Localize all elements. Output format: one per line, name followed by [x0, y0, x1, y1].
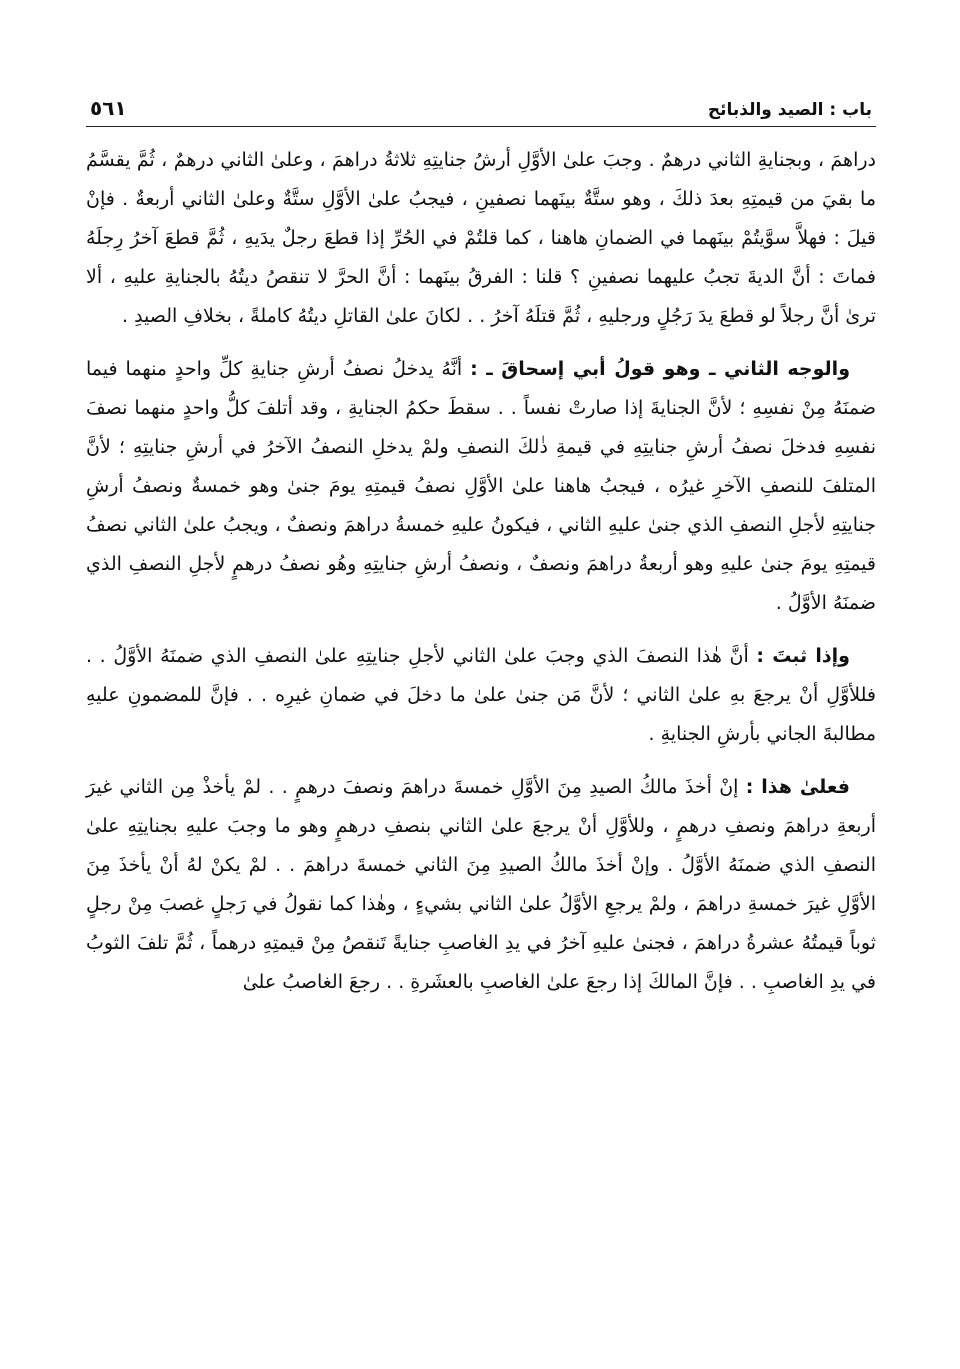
- paragraph-4-lead: فعلىٰ هذا :: [745, 776, 850, 798]
- paragraph-4: [86, 768, 876, 1002]
- paragraph-2-lead: والوجه الثاني ـ وهو قولُ أبي إسحاقَ ـ :: [470, 358, 850, 380]
- paragraph-2-text: أنَّهُ يدخلُ نصفُ أرشِ جنايةِ كلِّ واحدٍ منهما فيما ضمنَهُ مِنْ نفسِهِ ؛ لأنَّ الجنايةَ إذا صارتْ نفساً . . سقطَ حكمُ الجنايةِ ، وقد أتلفَ كلُّ واحدٍ منهما نصفَ نفسِهِ فدخلَ نصفُ أرشِ جنايتِهِ في قيمةِ ذٰلكَ النصفِ ولمْ يدخلِ النصفُ الآخرُ في أرشِ جنايتِهِ ؛ لأنَّ المتلفَ للنصفِ الآخرِ غيرُه ، فيجبُ هاهنا علىٰ الأوَّلِ نصفُ قيمتِهِ يومَ جنىٰ وهو خمسةٌ ونصفُ أرشِ جنايتِهِ لأجلِ النصفِ الذي جنىٰ عليهِ الثاني ، فيكونُ عليهِ خمسةُ دراهمَ ونصفٌ ، ويجبُ علىٰ الثاني نصفُ قيمتِهِ يومَ جنىٰ عليهِ وهو أربعةُ دراهمَ ونصفٌ ، ونصفُ أرشِ جنايتِهِ وهُو نصفُ درهمٍ لأجلِ النصفِ الذي ضمنَهُ الأوَّلُ .: [86, 358, 876, 614]
- page-number: ٥٦١: [90, 96, 127, 120]
- paragraph-3-text: أنَّ هٰذا النصفَ الذي وجبَ علىٰ الثاني لأجلِ جنايتِهِ علىٰ النصفِ الذي ضمنَهُ الأوَّلُ . . فللأوَّلِ أنْ يرجعَ بهِ علىٰ الثاني ؛ لأنَّ مَن جنىٰ علىٰ ما دخلَ في ضمانِ غيرِه . . فإنَّ للمضمونِ عليهِ مطالبةَ الجاني بأرشِ الجنايةِ .: [86, 645, 876, 745]
- paragraph-3: [86, 637, 876, 754]
- chapter-title: باب : الصيد والذبائح: [707, 100, 872, 120]
- paragraph-3-lead: وإذا ثبتَ :: [756, 645, 850, 667]
- paragraph-1: [86, 141, 876, 336]
- book-page: [86, 88, 876, 1016]
- page-body: [86, 141, 876, 1002]
- paragraph-2: [86, 350, 876, 623]
- paragraph-4-text: إنْ أخذَ مالكُ الصيدِ مِنَ الأوَّلِ خمسةَ دراهمَ ونصفَ درهمٍ . . لمْ يأخذْ مِن الثاني غيرَ أربعةِ دراهمَ ونصفِ درهمٍ ، وللأوَّلِ أنْ يرجعَ علىٰ الثاني بنصفِ درهمٍ وهو ما وجبَ عليهِ بجنايتِهِ علىٰ النصفِ الذي ضمنَهُ الأوَّلُ . وإنْ أخذَ مالكُ الصيدِ مِنَ الثاني خمسةَ دراهمَ . . لمْ يكنْ لهُ أنْ يأخذَ مِنَ الأوَّلِ غيرَ خمسةِ دراهمَ ، ولمْ يرجعِ الأوَّلُ علىٰ الثاني بشيءٍ ، وهٰذا كما نقولُ في رَجلٍ غصبَ مِنْ رجلٍ ثوباً قيمتُهُ عشرةُ دراهمَ ، فجنىٰ عليهِ آخرُ في يدِ الغاصبِ جنايةً تَنقصُ مِنْ قيمتِهِ درهماً ، ثُمَّ تلفَ الثوبُ في يدِ الغاصبِ . . فإنَّ المالكَ إذا رجعَ علىٰ الغاصبِ بالعشَرةِ . . رجعَ الغاصبُ علىٰ: [86, 776, 876, 993]
- paragraph-1-text: دراهمَ ، وبجنايةِ الثاني درهمٌ . وجبَ علىٰ الأوَّلِ أرشُ جنايتِهِ ثلاثةُ دراهمَ ، وعلىٰ الثاني درهمٌ ، ثُمَّ يقسَّمُ ما بقيَ من قيمتِهِ بعدَ ذلكَ ، وهو ستَّةٌ بينَهما نصفينِ ، فيجبُ علىٰ الأوَّلِ ستَّةٌ وعلىٰ الثاني أربعةٌ . فإنْ قيلَ : فهلاَّ سوَّيتُمْ بينَهما في الضمانِ هاهنا ، كما قلتُمْ في الحُرِّ إذا قطعَ رجلٌ يدَيهِ ، ثُمَّ قطعَ آخرُ رِجلَهُ فماتَ : أنَّ الديةَ تجبُ عليهما نصفينِ ؟ قلنا : الفرقُ بينَهما : أنَّ الحرَّ لا تنقصُ ديتُهُ بالجنايةِ عليهِ ، ألا ترىٰ أنَّ رجلاً لو قطعَ يدَ رَجُلٍ ورجليهِ ، ثُمَّ قتلَهُ آخرُ . . لكانَ علىٰ القاتلِ ديتُهُ كاملةً ، بخلافِ الصيدِ .: [86, 149, 876, 327]
- running-header: [86, 88, 876, 127]
